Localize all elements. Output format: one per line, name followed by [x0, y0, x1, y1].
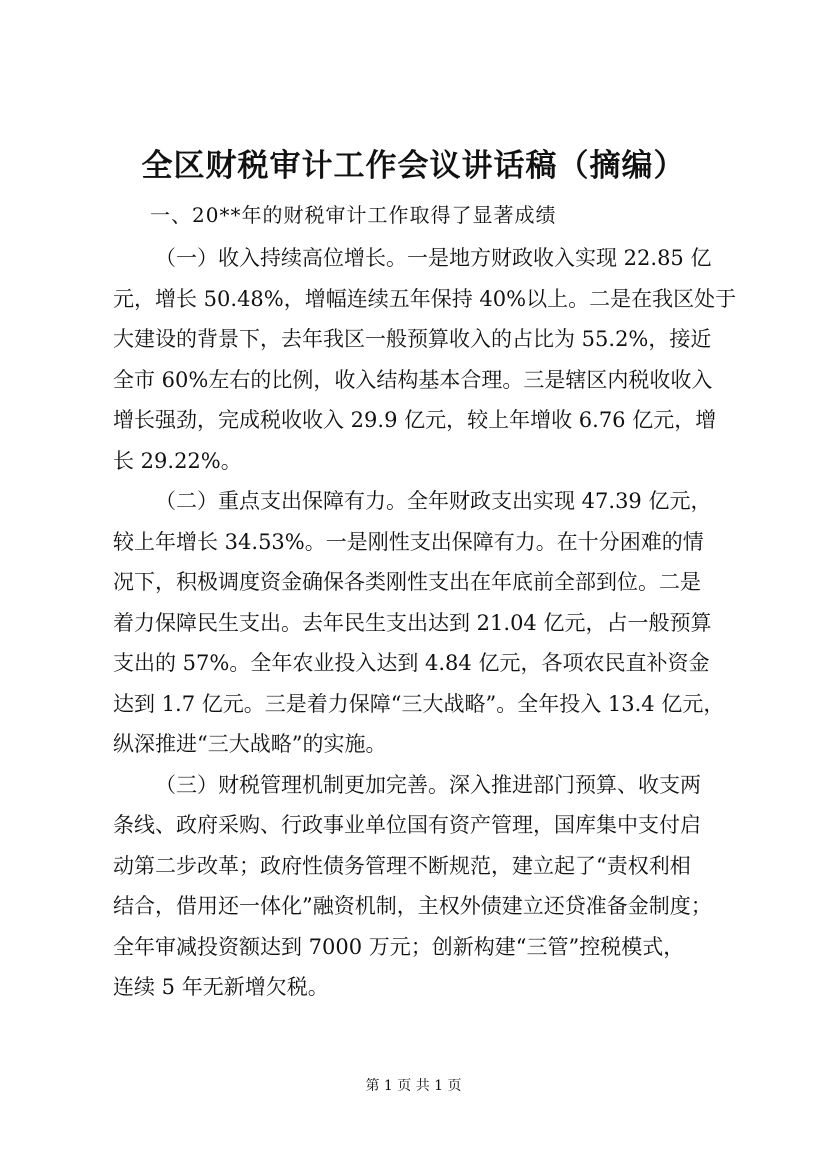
document-body	[113, 238, 737, 1008]
paragraph-line: 着力保障民生支出。去年民生支出达到 21.04 亿元，占一般预算	[113, 610, 712, 635]
paragraph-line: 大建设的背景下，去年我区一般预算收入的占比为 55.2%，接近	[113, 327, 712, 351]
paragraph-line: 连续 5 年无新增欠税。	[113, 975, 329, 999]
paragraph-line: （二）重点支出保障有力。全年财政支出实现 47.39 亿元，	[155, 489, 712, 513]
document-title: 全区财税审计工作会议讲话稿（摘编）	[141, 148, 686, 184]
paragraph-line: 条线、政府采购、行政事业单位国有资产管理，国库集中支付启	[113, 813, 701, 837]
page-footer: 第 1 页 共 1 页	[365, 1078, 462, 1094]
paragraph-line: 较上年增长 34.53%。一是刚性支出保障有力。在十分困难的情	[113, 529, 704, 554]
paragraph-line: 增长强劲，完成税收收入 29.9 亿元，较上年增收 6.76 亿元，增	[113, 408, 717, 432]
paragraph-line: 动第二步改革；政府性债务管理不断规范，建立起了“责权利相	[113, 853, 691, 878]
paragraph-expenditure	[113, 481, 723, 765]
paragraph-line: 元，增长 50.48%，增幅连续五年保持 40%以上。二是在我区处于	[113, 286, 737, 311]
paragraph-line: 支出的 57%。全年农业投入达到 4.84 亿元，各项农民直补资金	[113, 651, 710, 675]
paragraph-line: （一）收入持续高位增长。一是地方财政收入实现 22.85 亿	[155, 246, 712, 270]
paragraph-line: 全年审减投资额达到 7000 万元；创新构建“三管”控税模式，	[113, 934, 685, 959]
paragraph-line: （三）财税管理机制更加完善。深入推进部门预算、收支两	[155, 772, 701, 797]
paragraph-line: 长 29.22%。	[113, 448, 242, 473]
paragraph-line: 全市 60%左右的比例，收入结构基本合理。三是辖区内税收收入	[113, 367, 713, 392]
section-heading: 一、20**年的财税审计工作取得了显著成绩	[150, 203, 557, 227]
paragraph-line: 纵深推进“三大战略”的实施。	[113, 732, 387, 756]
paragraph-management	[113, 765, 723, 1008]
paragraph-revenue	[113, 238, 737, 481]
paragraph-line: 况下，积极调度资金确保各类刚性支出在年底前全部到位。二是	[113, 570, 701, 594]
paragraph-line: 结合，借用还一体化”融资机制，主权外债建立还贷准备金制度；	[113, 894, 712, 918]
paragraph-line: 达到 1.7 亿元。三是着力保障“三大战略”。全年投入 13.4 亿元，	[113, 691, 725, 716]
